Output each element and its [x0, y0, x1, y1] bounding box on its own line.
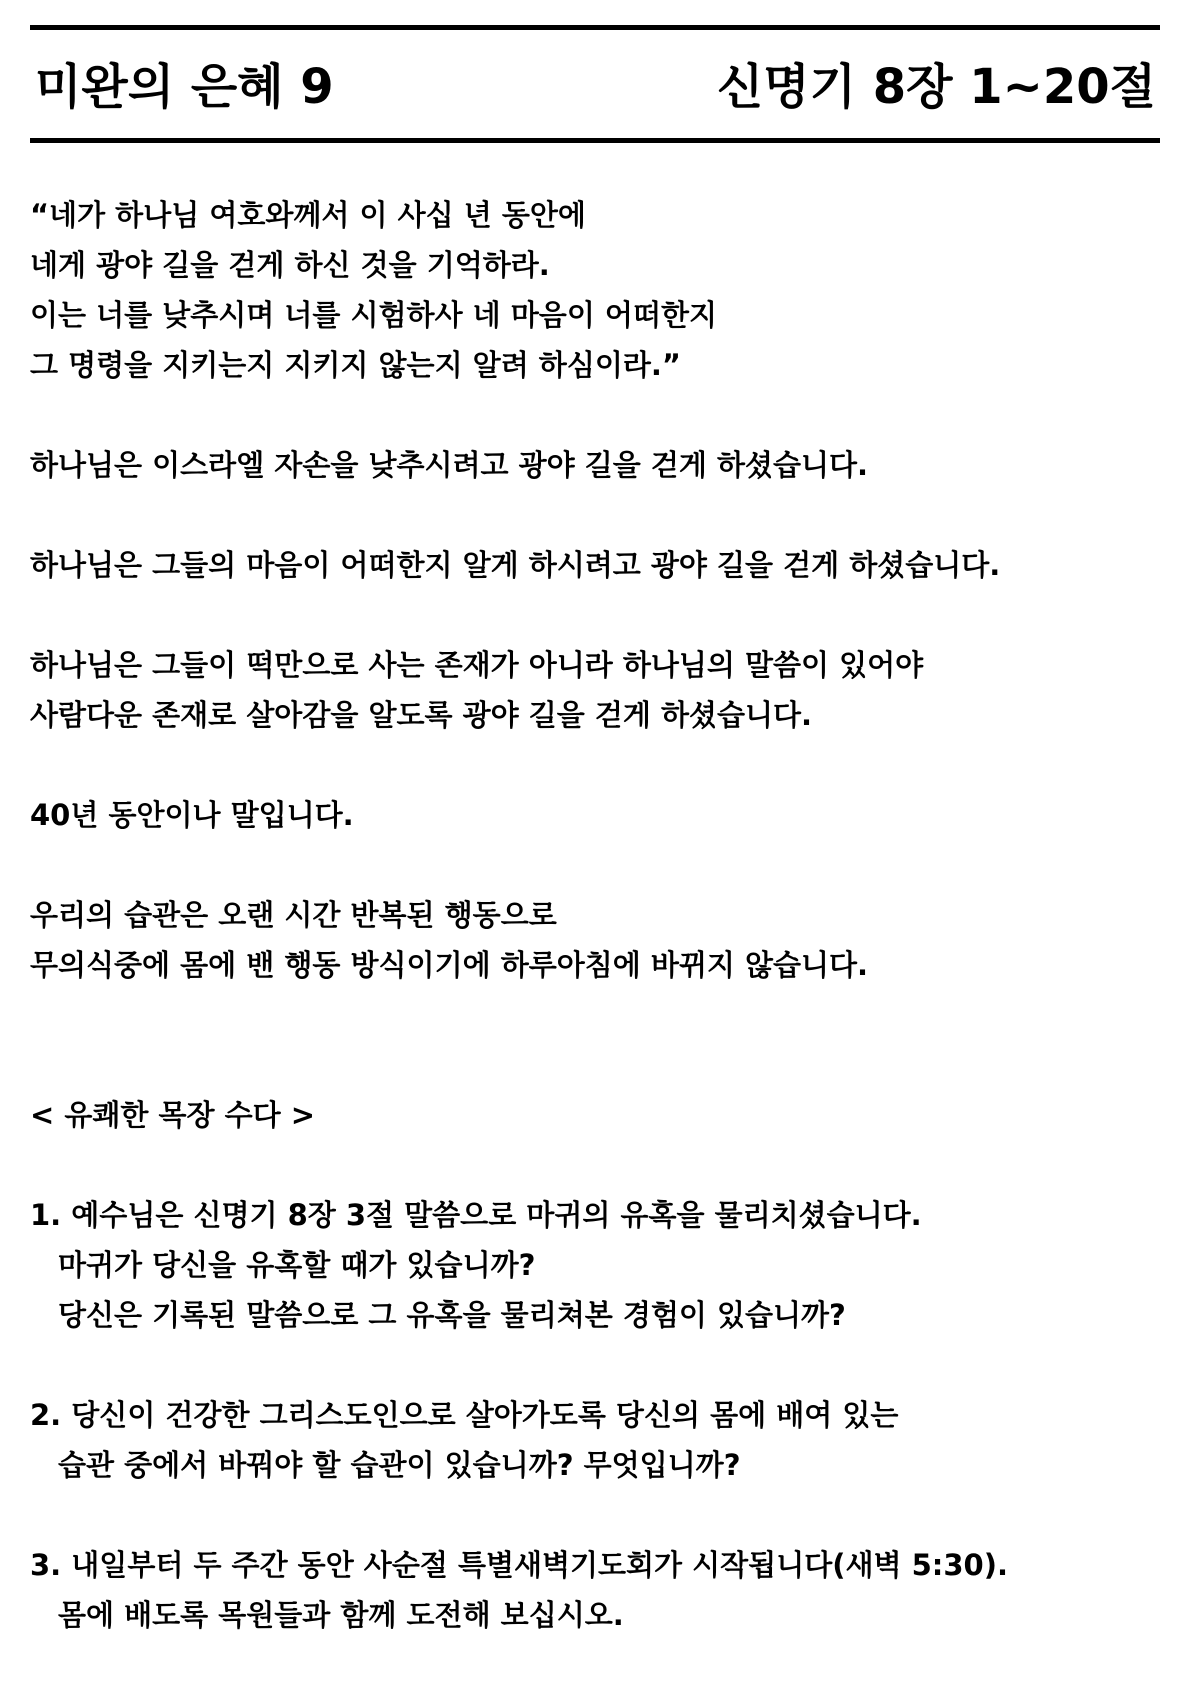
question-line: 1. 예수님은 신명기 8장 3절 말씀으로 마귀의 유혹을 물리치셨습니다. — [30, 1198, 922, 1232]
document-body — [30, 190, 1155, 1640]
scripture-quote — [30, 190, 1155, 390]
scripture-line: 네게 광야 길을 걷게 하신 것을 기억하라. — [30, 248, 550, 282]
section-heading — [30, 1090, 1155, 1140]
scripture-line: 그 명령을 지키는지 지키지 않는지 알려 하심이라.” — [30, 348, 681, 382]
scripture-reference: 신명기 8장 1~20절 — [716, 59, 1156, 115]
question-line: 습관 중에서 바꿔야 할 습관이 있습니까? 무엇입니까? — [58, 1448, 741, 1482]
question-line: 3. 내일부터 두 주간 동안 사순절 특별새벽기도회가 시작됩니다(새벽 5:30). — [30, 1548, 1008, 1582]
scripture-line: “네가 하나님 여호와께서 이 사십 년 동안에 — [30, 198, 586, 232]
question-line: 당신은 기록된 말씀으로 그 유혹을 물리쳐본 경험이 있습니까? — [58, 1298, 846, 1332]
section-title: < 유쾌한 목장 수다 > — [30, 1098, 316, 1132]
header-top-rule — [30, 25, 1160, 30]
paragraph — [30, 790, 1155, 840]
sermon-title: 미완의 은혜 9 — [35, 59, 334, 115]
paragraph-line: 우리의 습관은 오랜 시간 반복된 행동으로 — [30, 898, 557, 932]
paragraph — [30, 640, 1155, 740]
question-line: 마귀가 당신을 유혹할 때가 있습니까? — [58, 1248, 536, 1282]
paragraph-line: 무의식중에 몸에 밴 행동 방식이기에 하루아침에 바뀌지 않습니다. — [30, 948, 869, 982]
question-line: 2. 당신이 건강한 그리스도인으로 살아가도록 당신의 몸에 배여 있는 — [30, 1398, 899, 1432]
header-bottom-rule — [30, 138, 1160, 143]
paragraph-line: 하나님은 그들이 떡만으로 사는 존재가 아니라 하나님의 말씀이 있어야 — [30, 648, 924, 682]
paragraph — [30, 890, 1155, 990]
paragraph-line: 하나님은 그들의 마음이 어떠한지 알게 하시려고 광야 길을 걷게 하셨습니다. — [30, 548, 1001, 582]
question-item — [30, 1390, 1155, 1490]
scripture-line: 이는 너를 낮추시며 너를 시험하사 네 마음이 어떠한지 — [30, 298, 717, 332]
question-line: 몸에 배도록 목원들과 함께 도전해 보십시오. — [58, 1598, 624, 1632]
paragraph-line: 40년 동안이나 말입니다. — [30, 798, 354, 832]
question-item — [30, 1190, 1155, 1340]
paragraph-line: 하나님은 이스라엘 자손을 낮추시려고 광야 길을 걷게 하셨습니다. — [30, 448, 869, 482]
question-item — [30, 1540, 1155, 1640]
paragraph — [30, 440, 1155, 490]
paragraph-line: 사람다운 존재로 살아감을 알도록 광야 길을 걷게 하셨습니다. — [30, 698, 813, 732]
paragraph — [30, 540, 1155, 590]
